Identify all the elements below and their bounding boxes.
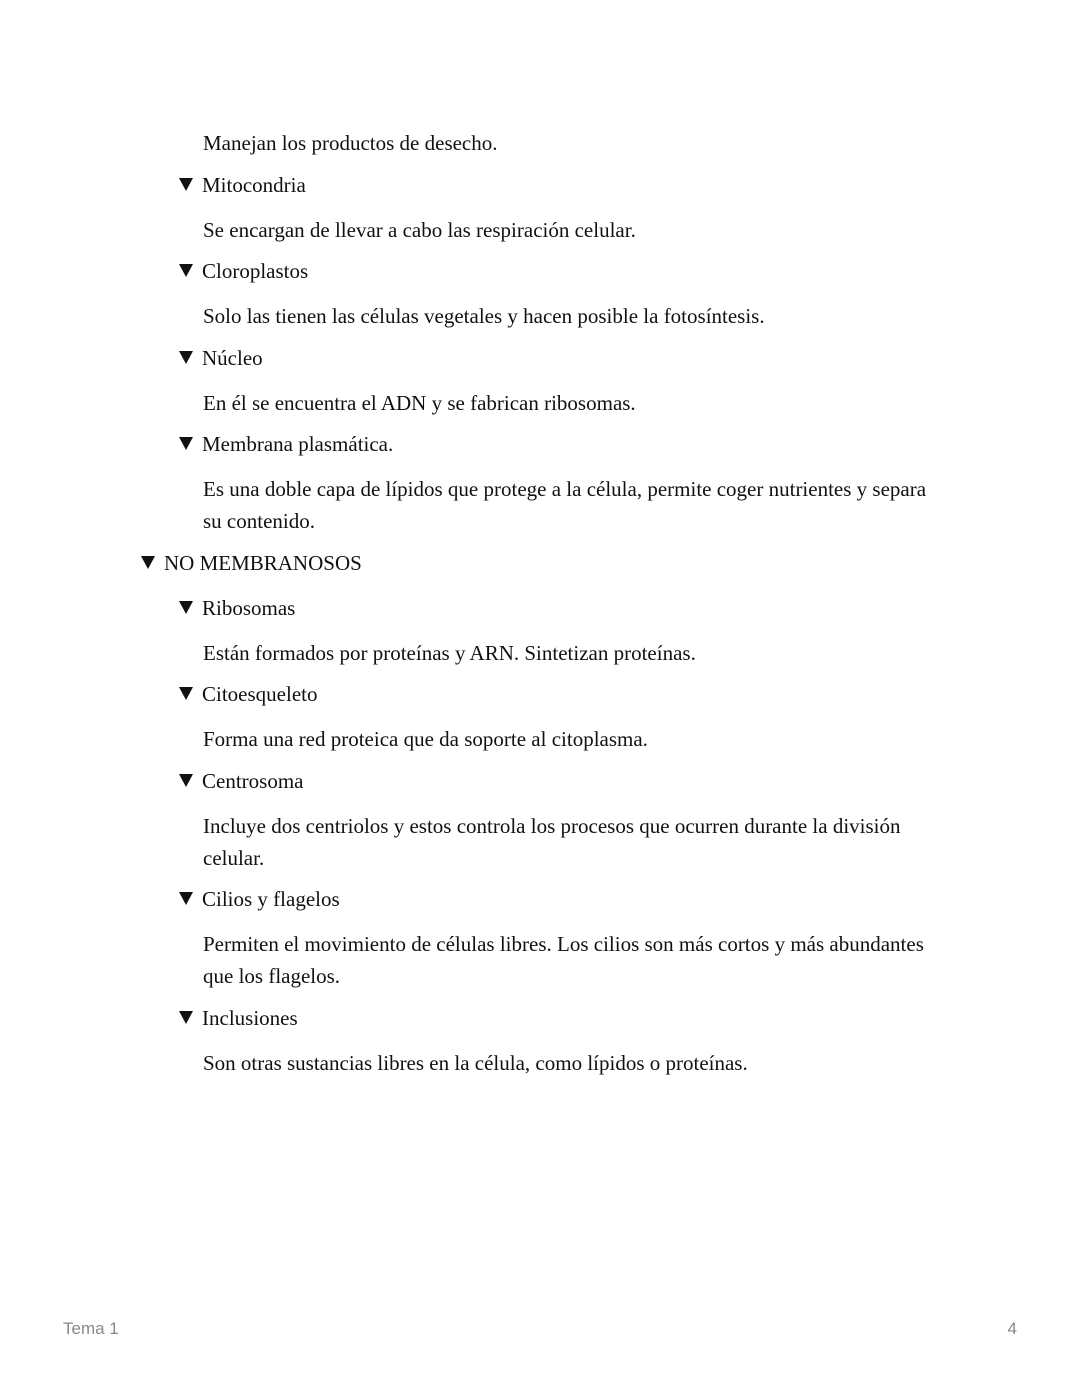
triangle-down-icon[interactable] xyxy=(179,774,193,787)
toggle-heading-label: Cloroplastos xyxy=(202,259,309,283)
page-number: 4 xyxy=(1007,1319,1017,1338)
triangle-down-icon[interactable] xyxy=(179,351,193,364)
toggle-heading[interactable] xyxy=(179,432,393,457)
footer-title: Tema 1 xyxy=(63,1319,119,1338)
toggle-heading[interactable] xyxy=(179,1006,298,1031)
toggle-heading-label: Inclusiones xyxy=(202,1006,298,1030)
toggle-heading[interactable] xyxy=(179,259,308,284)
paragraph: Incluye dos centriolos y estos controla los procesos que ocurren durante la división celular. xyxy=(203,814,901,870)
paragraph: Forma una red proteica que da soporte al citoplasma. xyxy=(203,727,648,751)
toggle-heading-label: Ribosomas xyxy=(202,596,296,620)
paragraph: Solo las tienen las células vegetales y hacen posible la fotosíntesis. xyxy=(203,304,765,328)
triangle-down-icon[interactable] xyxy=(179,178,193,191)
paragraph: En él se encuentra el ADN y se fabrican ribosomas. xyxy=(203,391,636,415)
toggle-heading-label: Núcleo xyxy=(202,346,263,370)
triangle-down-icon[interactable] xyxy=(179,892,193,905)
paragraph: Se encargan de llevar a cabo las respiración celular. xyxy=(203,218,636,242)
toggle-heading[interactable] xyxy=(141,551,362,576)
toggle-heading[interactable] xyxy=(179,596,295,621)
triangle-down-icon[interactable] xyxy=(179,1011,193,1024)
triangle-down-icon[interactable] xyxy=(141,556,155,569)
toggle-heading[interactable] xyxy=(179,682,317,707)
toggle-heading-label: Membrana plasmática. xyxy=(202,432,394,456)
paragraph: Permiten el movimiento de células libres. Los cilios son más cortos y más abundantes que los flagelos. xyxy=(203,932,924,988)
paragraph: Manejan los productos de desecho. xyxy=(203,131,498,155)
toggle-heading-label: Mitocondria xyxy=(202,173,306,197)
toggle-heading[interactable] xyxy=(179,173,306,198)
triangle-down-icon[interactable] xyxy=(179,264,193,277)
toggle-heading-label: Cilios y flagelos xyxy=(202,887,340,911)
triangle-down-icon[interactable] xyxy=(179,687,193,700)
toggle-heading[interactable] xyxy=(179,346,263,371)
toggle-heading[interactable] xyxy=(179,769,303,794)
paragraph: Están formados por proteínas y ARN. Sintetizan proteínas. xyxy=(203,641,696,665)
toggle-heading-label: NO MEMBRANOSOS xyxy=(164,551,362,575)
paragraph: Es una doble capa de lípidos que protege a la célula, permite coger nutrientes y separa su contenido. xyxy=(203,477,927,533)
triangle-down-icon[interactable] xyxy=(179,437,193,450)
toggle-heading[interactable] xyxy=(179,887,340,912)
paragraph: Son otras sustancias libres en la célula, como lípidos o proteínas. xyxy=(203,1051,748,1075)
toggle-heading-label: Centrosoma xyxy=(202,769,304,793)
triangle-down-icon[interactable] xyxy=(179,601,193,614)
toggle-heading-label: Citoesqueleto xyxy=(202,682,318,706)
